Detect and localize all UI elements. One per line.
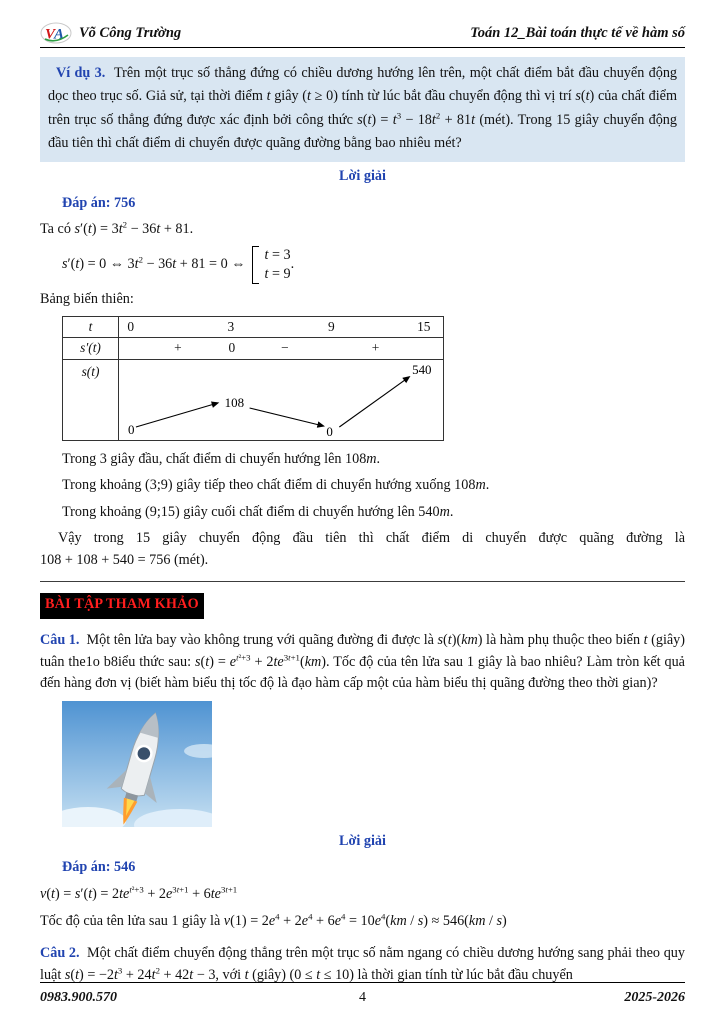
sign-plus-1: +: [174, 340, 182, 355]
logo-letter-a: A: [54, 26, 65, 43]
example-3-box: [40, 57, 685, 162]
s-value-start: 0: [127, 421, 135, 437]
case-t-equals-3: t = 3: [264, 246, 291, 263]
bbt-row-function-label: s(t): [63, 360, 119, 440]
equation-period: .: [290, 256, 295, 273]
velocity-result-line: Tốc độ của tên lửa sau 1 giây là $v(1) = 2e^4 + 2e^4 + 6e^4 = 10e^4(km / s) \approx 546(km / s)$: [40, 910, 507, 929]
sign-minus: −: [281, 340, 289, 355]
answer-badge-546: Đáp án: 546: [62, 859, 136, 876]
conclusion-line-2: 108 + 108 + 540 = 756 (mét).: [40, 551, 209, 568]
question-1-text: Một tên lửa bay vào không trung với quãng đường đi được là s(t)(km) là hàm phụ thuộc theo biến t (giây) tuân the1o b8iểu thức sau: $s(t) = e^{t^2+3} + 2te^{3t+1}(km)$. Tốc độ của tên lửa sau 1 giây là bao nhiêu? Làm tròn kết quả đến hàng đơn vị (biết hàm biểu thị tốc độ là đạo hàm cấp một của hàm biểu thị quãng đường theo thời gian)?: [40, 632, 686, 692]
t-value-9: 9: [327, 318, 335, 334]
separator-line: [40, 581, 685, 582]
s-value-peak: 108: [224, 394, 245, 410]
page-header: [40, 0, 685, 48]
bbt-row-t-label: t: [63, 317, 119, 337]
page-footer: [40, 982, 685, 1008]
variation-table: [62, 316, 444, 441]
equation-with-cases: [62, 246, 685, 284]
footer-phone: 0983.900.570: [40, 989, 117, 1005]
bbt-row-t: [63, 317, 443, 337]
bbt-label: Bảng biến thiên:: [40, 291, 134, 308]
note-line-1: Trong 3 giây đầu, chất điểm di chuyển hướng lên 108m.: [62, 450, 381, 467]
solution-heading-2: Lời giải: [339, 832, 386, 849]
cases-group: [252, 246, 290, 284]
left-bracket-icon: [252, 246, 259, 284]
case-t-equals-9: t = 9: [264, 266, 291, 283]
s-value-valley: 0: [326, 423, 333, 439]
sign-plus-2: +: [371, 340, 380, 355]
header-left: [40, 22, 181, 44]
document-title: Toán 12_Bài toán thực tế về hàm số: [470, 25, 685, 41]
section-title-bar: BÀI TẬP THAM KHẢO: [40, 593, 204, 619]
example-3-label: Ví dụ 3.: [56, 65, 106, 82]
rocket-illustration: [62, 701, 212, 827]
s-value-end: 540: [412, 361, 432, 377]
equation-text: s′(t) = 0 ⇔ $3t^2 - 36t + 81 = 0$ ⇔: [62, 254, 246, 273]
t-value-3: 3: [227, 318, 235, 334]
bbt-row-derivative-values: [119, 338, 443, 358]
logo-letter-v: V: [45, 26, 56, 43]
cases-rows: [264, 246, 290, 284]
va-logo-icon: [40, 22, 72, 44]
question-1-label: Câu 1.: [40, 632, 80, 649]
bbt-row-t-values: [119, 317, 443, 337]
footer-years: 2025-2026: [624, 989, 685, 1005]
solution-heading-1: Lời giải: [339, 168, 386, 185]
example-3-paragraph: [48, 62, 677, 155]
velocity-derivative-line: $v(t) = s'(t) = 2te^{t^2+3} + 2e^{3t+1} + 6te^{3t+1}$: [40, 884, 238, 902]
rocket-image: [62, 701, 212, 827]
bbt-row-derivative: [63, 337, 443, 358]
bbt-row-function-values: [119, 360, 443, 440]
answer-badge-756: Đáp án: 756: [62, 194, 136, 211]
question-2-paragraph: [40, 943, 685, 986]
t-value-15: 15: [417, 318, 431, 334]
sign-zero: 0: [228, 340, 236, 355]
bbt-row-function: [63, 359, 443, 440]
question-2-text: Một chất điểm chuyển động thẳng trên một trục số nằm ngang có chiều dương hướng sang phải theo quy luật $s(t) = -2t^3 + 24t^2 + 42t - 3$, với t (giây) (0 ≤ t ≤ 10) là thời gian tính từ lúc bắt đầu chuyển: [40, 945, 685, 983]
footer-page-number: 4: [359, 989, 366, 1005]
conclusion-line-1: Vậy trong 15 giây chuyển động đầu tiên thì chất điểm di chuyển được quãng đường là: [58, 530, 685, 547]
note-line-3: Trong khoảng (9;15) giây cuối chất điểm di chuyển hướng lên 540m.: [62, 503, 454, 520]
question-1-paragraph: [40, 630, 685, 695]
author-name: Võ Công Trường: [79, 25, 182, 41]
derivative-line-1: Ta có $s'(t) = 3t^2 - 36t + 81$.: [40, 219, 194, 238]
t-value-0: 0: [127, 318, 135, 334]
bbt-row-derivative-label: s′(t): [63, 338, 119, 358]
example-3-text: Trên một trục số thẳng đứng có chiều dương hướng lên trên, một chất điểm bắt đầu chuyển động dọc theo trục số. Giả sử, tại thời điểm t giây (t ≥ 0) tính từ lúc bắt đầu chuyển động thì vị trí s(t) của chất điểm trên trục số thẳng đứng được xác định bởi công thức $s(t) = t^3 - 18t^2 + 81t$ (mét). Trong 15 giây chuyển động đầu tiên thì chất điểm di chuyển được quãng đường bằng bao nhiêu mét?: [48, 65, 678, 151]
question-2-label: Câu 2.: [40, 945, 80, 962]
note-line-2: Trong khoảng (3;9) giây tiếp theo chất điểm di chuyển hướng xuống 108m.: [62, 477, 490, 494]
bbt-arrows-graphic: [119, 360, 443, 440]
